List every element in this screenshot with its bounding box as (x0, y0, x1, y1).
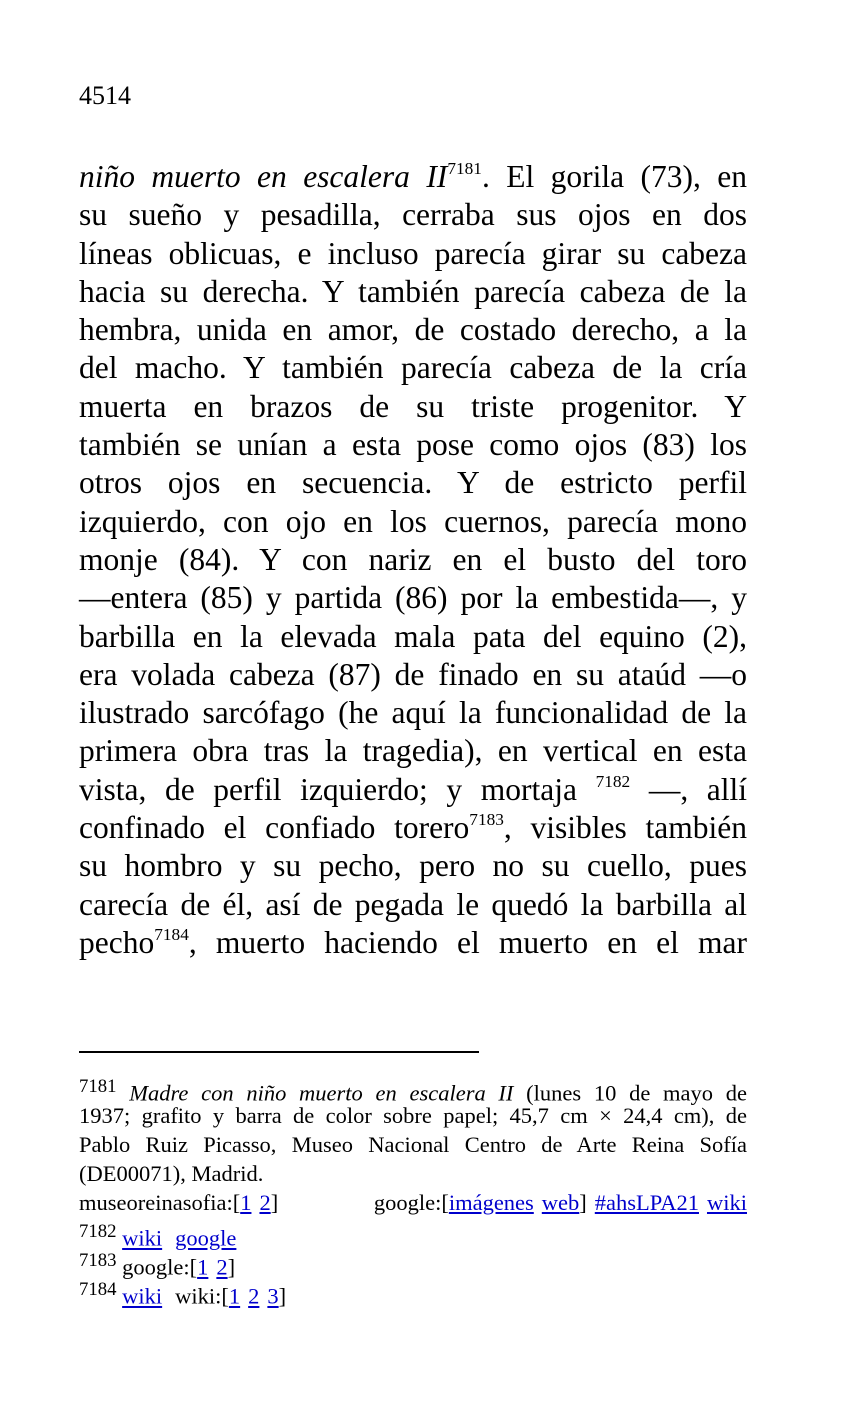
google-web-link[interactable]: web (541, 1190, 580, 1215)
footnote-number-7181: 7181 (79, 1076, 117, 1097)
body-line: hacia su derecha. Y también parecía cabeza de la (79, 273, 747, 309)
body-line: su sueño y pesadilla, cerraba sus ojos en dos (79, 197, 747, 233)
google-link-1[interactable]: 1 (197, 1254, 209, 1280)
body-line: su hombro y su pecho, pero no su cuello, pues (79, 848, 747, 884)
body-line: —entera (85) y partida (86) por la embestida—, y (79, 580, 747, 616)
body-line: muerta en brazos de su triste progenitor. Y (79, 388, 747, 424)
body-line: ilustrado sarcófago (he aquí la funcionalidad de la (79, 695, 747, 731)
footnote-7181-line (79, 1072, 748, 1106)
footnote-ref-7183[interactable]: 7183 (469, 810, 504, 830)
footnote-number-7183: 7183 (79, 1250, 117, 1271)
footnote-7181-line: 1937; grafito y barra de color sobre papel; 45,7 cm × 24,4 cm), de (79, 1103, 747, 1128)
wiki-link-2[interactable]: 2 (248, 1283, 260, 1309)
body-line: carecía de él, así de pegada le quedó la barbilla al (79, 886, 747, 922)
body-line: izquierdo, con ojo en los cuernos, parecía mono (79, 503, 747, 539)
body-text-fragment: , visibles también (503, 810, 747, 846)
body-text-fragment: confinado el confiado torero (79, 810, 470, 846)
artwork-title: niño muerto en escalera II (79, 159, 448, 194)
body-text-fragment: , muerto haciendo el muerto en el mar (188, 924, 747, 960)
body-line (79, 809, 747, 847)
wiki-link[interactable]: wiki (706, 1190, 747, 1215)
footnote-7182-line (79, 1217, 747, 1251)
footnote-7184-line (79, 1275, 747, 1309)
footnote-ref-7182[interactable]: 7182 (595, 771, 631, 791)
footnote-7181-line: Pablo Ruiz Picasso, Museo Nacional Centro de Arte Reina Sofía (79, 1132, 747, 1157)
footnote-number-7182: 7182 (79, 1221, 117, 1242)
museoreinasofia-link-1[interactable]: 1 (240, 1190, 252, 1215)
link-group-label: museoreinasofia:[ (79, 1190, 241, 1215)
body-text-fragment: . El gorila (73), en (481, 159, 747, 194)
body-line: del macho. Y también parecía cabeza de la cría (79, 350, 747, 386)
google-link-2[interactable]: 2 (216, 1254, 228, 1280)
link-group-label: wiki:[ (175, 1283, 229, 1309)
footnotes (79, 1072, 748, 1309)
footnote-number-7184: 7184 (79, 1279, 117, 1300)
body-text-fragment: —, allí (648, 771, 748, 807)
footnote-separator (79, 1051, 479, 1053)
footnote-text: (lunes 10 de mayo de (513, 1080, 748, 1106)
google-link[interactable]: google (175, 1225, 237, 1251)
link-group-label: google:[ (122, 1254, 198, 1280)
body-line: barbilla en la elevada mala pata del equino (2), (79, 618, 747, 654)
link-group-bracket: ] (278, 1283, 287, 1309)
body-text-fragment: vista, de perfil izquierdo; y mortaja (79, 771, 577, 807)
footnote-7183-line (79, 1246, 747, 1280)
hashtag-link[interactable]: #ahsLPA21 (594, 1190, 699, 1215)
body-line: también se unían a esta pose como ojos (83) los (79, 427, 747, 463)
body-line: hembra, unida en amor, de costado derecho, a la (79, 312, 747, 348)
wiki-link-1[interactable]: 1 (228, 1283, 241, 1309)
body-line: era volada cabeza (87) de finado en su ataúd —o (79, 656, 747, 692)
wiki-link-3[interactable]: 3 (267, 1283, 279, 1309)
wiki-link[interactable]: wiki (122, 1283, 163, 1309)
body-text-fragment: pecho (79, 924, 155, 960)
body-line: otros ojos en secuencia. Y de estricto perfil (79, 465, 747, 501)
footnote-7181-line: (DE00071), Madrid. (79, 1161, 264, 1186)
link-group-bracket: ] (579, 1190, 587, 1215)
link-group-label: ] google:[ (270, 1190, 449, 1215)
footnote-artwork-title: Madre con niño muerto en escalera II (129, 1080, 514, 1106)
wiki-link[interactable]: wiki (122, 1225, 163, 1251)
footnote-7181-links (79, 1188, 747, 1217)
footnote-ref-7181[interactable]: 7181 (447, 159, 482, 179)
body-line: monje (84). Y con nariz en el busto del toro (79, 541, 747, 577)
museoreinasofia-link-2[interactable]: 2 (259, 1190, 271, 1215)
link-group-bracket: ] (227, 1254, 236, 1280)
body-line: primera obra tras la tragedia), en vertical en esta (79, 733, 747, 769)
body-line (79, 924, 747, 962)
body-line (79, 158, 747, 196)
page-number: 4514 (79, 81, 131, 110)
body-line: líneas oblicuas, e incluso parecía girar su cabeza (79, 235, 747, 271)
body-line (79, 771, 747, 809)
footnote-ref-7184[interactable]: 7184 (154, 924, 189, 944)
body-text (79, 158, 747, 962)
google-images-link[interactable]: imágenes (448, 1190, 534, 1215)
